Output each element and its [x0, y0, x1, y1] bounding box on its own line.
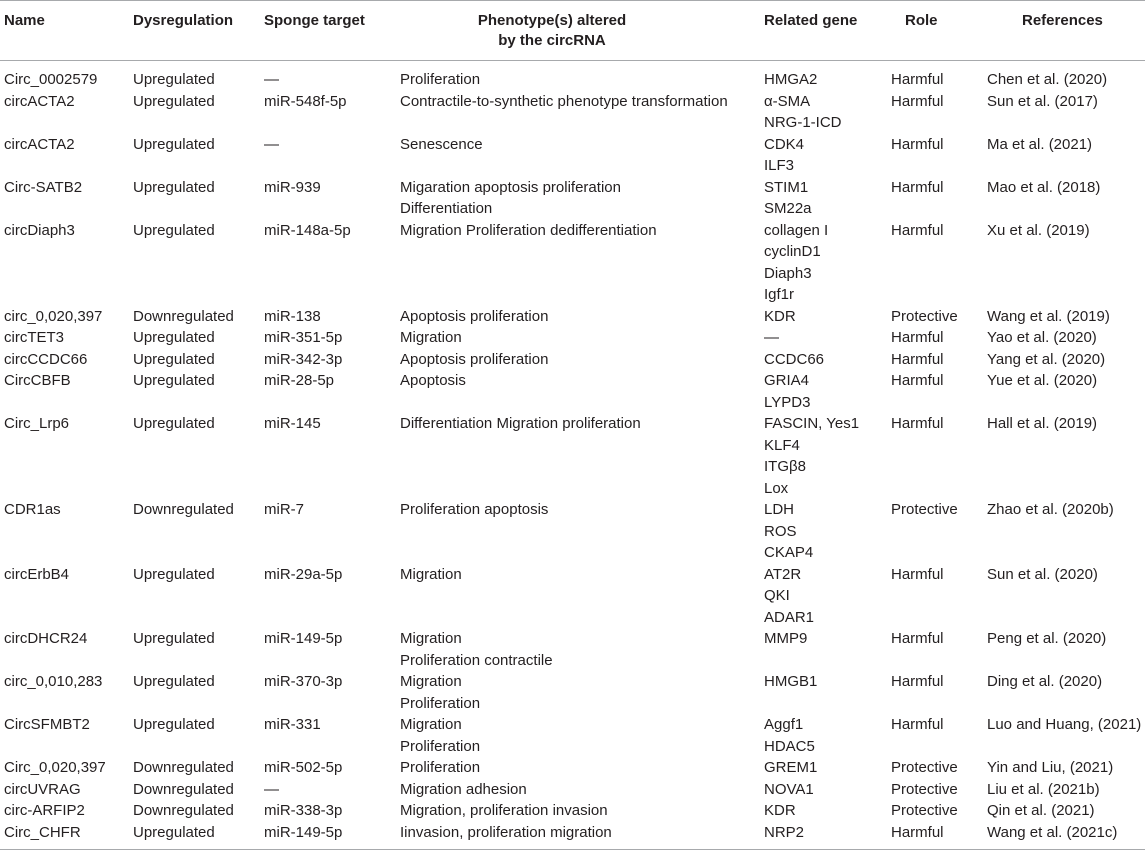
cell-related-gene-line: NOVA1	[764, 780, 814, 798]
header-role: Role	[905, 12, 938, 29]
cell-sponge-target: —	[264, 780, 279, 798]
cell-role: Harmful	[891, 329, 944, 346]
cell-related-gene	[764, 822, 804, 844]
cell-related-gene-line: Igf1r	[764, 286, 795, 303]
cell-related-gene-line: NRP2	[764, 823, 805, 841]
cell-related-gene-line: —	[764, 329, 779, 346]
cell-related-gene-line: ROS	[764, 522, 797, 540]
cell-role: Harmful	[891, 823, 944, 841]
cell-phenotype-line: Differentiation Migration proliferation	[400, 415, 641, 432]
cell-phenotype-line: Proliferation	[400, 737, 481, 755]
cell-dysregulation: Upregulated	[133, 350, 215, 368]
cell-dysregulation: Downregulated	[133, 501, 234, 518]
cell-sponge-target: miR-28-5p	[264, 372, 335, 389]
cell-role: Protective	[891, 501, 958, 518]
cell-phenotype	[400, 349, 548, 371]
cell-role: Harmful	[891, 92, 944, 110]
cell-dysregulation: Upregulated	[133, 630, 215, 647]
cell-related-gene-line: KDR	[764, 307, 796, 325]
cell-name: circCCDC66	[4, 350, 88, 368]
cell-dysregulation: Downregulated	[133, 759, 234, 776]
cell-sponge-target: miR-148a-5p	[264, 221, 351, 239]
cell-phenotype	[400, 564, 462, 586]
cell-related-gene	[764, 306, 796, 328]
cell-phenotype-line: Migration	[400, 673, 462, 690]
cell-phenotype-line: Proliferation apoptosis	[400, 501, 549, 518]
cell-dysregulation: Upregulated	[133, 415, 215, 432]
cell-reference: Peng et al. (2020)	[987, 630, 1107, 647]
bottom-rule	[0, 849, 1145, 850]
cell-related-gene	[764, 91, 842, 134]
header-phenotype	[478, 11, 626, 51]
cell-dysregulation: Downregulated	[133, 307, 234, 325]
cell-related-gene	[764, 177, 812, 220]
cell-name: Circ-SATB2	[4, 178, 83, 196]
cell-reference: Yue et al. (2020)	[987, 372, 1098, 389]
cell-dysregulation: Upregulated	[133, 565, 215, 583]
cell-phenotype	[400, 628, 553, 671]
cell-reference: Hall et al. (2019)	[987, 415, 1098, 432]
cell-dysregulation: Upregulated	[133, 673, 215, 690]
cell-dysregulation: Upregulated	[133, 92, 215, 110]
cell-name: CircCBFB	[4, 372, 71, 389]
cell-phenotype-line: Migration, proliferation invasion	[400, 802, 608, 819]
cell-dysregulation: Upregulated	[133, 135, 215, 153]
cell-related-gene	[764, 69, 817, 91]
cell-phenotype	[400, 220, 657, 242]
cell-sponge-target: miR-342-3p	[264, 350, 343, 368]
cell-sponge-target: miR-370-3p	[264, 673, 343, 690]
cell-sponge-target: —	[264, 135, 279, 153]
cell-role: Harmful	[891, 630, 944, 647]
cell-sponge-target: miR-7	[264, 501, 304, 518]
cell-name: circ-ARFIP2	[4, 802, 85, 819]
cell-dysregulation: Upregulated	[133, 71, 215, 88]
cell-related-gene-line: cyclinD1	[764, 243, 821, 260]
cell-role: Harmful	[891, 565, 944, 583]
cell-sponge-target: miR-939	[264, 178, 321, 196]
cell-phenotype-line: Differentiation	[400, 200, 493, 217]
cell-sponge-target: miR-149-5p	[264, 630, 343, 647]
cell-phenotype-line: Iinvasion, proliferation migration	[400, 823, 612, 841]
top-rule	[0, 0, 1145, 1]
cell-role: Harmful	[891, 716, 944, 733]
cell-sponge-target: miR-502-5p	[264, 759, 343, 776]
cell-phenotype	[400, 499, 548, 521]
cell-related-gene-line: α-SMA	[764, 92, 811, 110]
cell-related-gene	[764, 499, 813, 564]
cell-related-gene-line: Lox	[764, 479, 789, 497]
cell-related-gene-line: HMGA2	[764, 71, 818, 88]
cell-sponge-target: miR-338-3p	[264, 802, 343, 819]
cell-related-gene	[764, 714, 815, 757]
cell-related-gene-line: collagen I	[764, 221, 829, 239]
cell-phenotype	[400, 91, 728, 113]
cell-name: CircSFMBT2	[4, 716, 90, 733]
cell-name: circUVRAG	[4, 780, 81, 798]
cell-name: circTET3	[4, 329, 64, 346]
cell-role: Harmful	[891, 415, 944, 432]
cell-sponge-target: miR-149-5p	[264, 823, 343, 841]
cell-name: Circ_CHFR	[4, 823, 81, 841]
cell-related-gene-line: LYPD3	[764, 393, 811, 411]
cell-related-gene-line: NRG-1-ICD	[764, 114, 842, 131]
cell-reference: Chen et al. (2020)	[987, 71, 1108, 88]
cell-related-gene	[764, 671, 817, 693]
cell-name: circDiaph3	[4, 221, 75, 239]
cell-name: Circ_0002579	[4, 71, 98, 88]
cell-related-gene-line: ADAR1	[764, 608, 815, 626]
cell-reference: Wang et al. (2019)	[987, 307, 1110, 325]
cell-reference: Liu et al. (2021b)	[987, 780, 1100, 798]
cell-name: circErbB4	[4, 565, 70, 583]
cell-related-gene-line: GREM1	[764, 759, 818, 776]
cell-phenotype	[400, 714, 480, 757]
cell-name: circACTA2	[4, 135, 75, 153]
cell-role: Harmful	[891, 350, 944, 368]
cell-related-gene	[764, 220, 828, 306]
cell-related-gene-line: CDK4	[764, 135, 805, 153]
cell-reference: Sun et al. (2020)	[987, 565, 1098, 583]
cell-reference: Luo and Huang, (2021)	[987, 716, 1142, 733]
cell-related-gene-line: Aggf1	[764, 716, 804, 733]
cell-role: Harmful	[891, 135, 944, 153]
cell-related-gene-line: CCDC66	[764, 350, 825, 368]
cell-dysregulation: Upregulated	[133, 221, 215, 239]
cell-related-gene	[764, 327, 779, 349]
cell-phenotype	[400, 671, 480, 714]
cell-dysregulation: Downregulated	[133, 802, 234, 819]
cell-phenotype-line: Migration	[400, 329, 462, 346]
cell-sponge-target: miR-29a-5p	[264, 565, 343, 583]
cell-reference: Qin et al. (2021)	[987, 802, 1095, 819]
cell-related-gene	[764, 800, 796, 822]
cell-related-gene-line: GRIA4	[764, 372, 810, 389]
cell-sponge-target: —	[264, 71, 279, 88]
cell-related-gene-line: HMGB1	[764, 673, 818, 690]
cell-related-gene	[764, 134, 804, 177]
cell-phenotype-line: Migration Proliferation dedifferentiation	[400, 221, 657, 239]
cell-name: circACTA2	[4, 92, 75, 110]
header-dysregulation: Dysregulation	[133, 12, 234, 29]
cell-reference: Xu et al. (2019)	[987, 221, 1090, 239]
cell-reference: Ding et al. (2020)	[987, 673, 1103, 690]
header-phenotype-line: by the circRNA	[498, 32, 606, 49]
cell-phenotype	[400, 177, 621, 220]
cell-reference: Yin and Liu, (2021)	[987, 759, 1114, 776]
cell-role: Harmful	[891, 221, 944, 239]
cell-phenotype-line: Migration	[400, 565, 462, 583]
cell-related-gene-line: KLF4	[764, 436, 800, 454]
cell-phenotype	[400, 779, 527, 801]
header-related-gene: Related gene	[764, 12, 858, 29]
cell-phenotype-line: Apoptosis	[400, 372, 466, 389]
cell-phenotype-line: Proliferation	[400, 759, 481, 776]
header-name: Name	[4, 12, 45, 29]
cell-reference: Ma et al. (2021)	[987, 135, 1093, 153]
cell-name: Circ_Lrp6	[4, 415, 70, 432]
cell-role: Protective	[891, 780, 958, 798]
cell-name: circDHCR24	[4, 630, 88, 647]
cell-phenotype-line: Apoptosis proliferation	[400, 350, 549, 368]
cell-dysregulation: Downregulated	[133, 780, 234, 798]
cell-sponge-target: miR-351-5p	[264, 329, 343, 346]
cell-dysregulation: Upregulated	[133, 178, 215, 196]
cell-sponge-target: miR-331	[264, 716, 321, 733]
cell-role: Protective	[891, 307, 958, 325]
cell-related-gene-line: HDAC5	[764, 737, 815, 755]
cell-phenotype-line: Proliferation	[400, 71, 481, 88]
cell-related-gene	[764, 628, 807, 650]
cell-role: Harmful	[891, 372, 944, 389]
cell-related-gene-line: ILF3	[764, 157, 795, 174]
cell-sponge-target: miR-548f-5p	[264, 92, 347, 110]
cell-related-gene-line: QKI	[764, 587, 790, 604]
cell-phenotype	[400, 757, 480, 779]
cell-related-gene	[764, 779, 814, 801]
cell-phenotype-line: Migration adhesion	[400, 780, 527, 798]
cell-dysregulation: Upregulated	[133, 823, 215, 841]
cell-role: Harmful	[891, 71, 944, 88]
cell-reference: Yao et al. (2020)	[987, 329, 1097, 346]
cell-phenotype	[400, 800, 608, 822]
cell-related-gene	[764, 370, 810, 413]
cell-reference: Wang et al. (2021c)	[987, 823, 1118, 841]
cell-phenotype	[400, 306, 548, 328]
cell-phenotype-line: Migaration apoptosis proliferation	[400, 178, 621, 196]
cell-name: circ_0,010,283	[4, 673, 103, 690]
cell-sponge-target: miR-138	[264, 307, 321, 325]
cell-related-gene	[764, 413, 859, 499]
cell-related-gene-line: MMP9	[764, 630, 808, 647]
cell-reference: Yang et al. (2020)	[987, 350, 1106, 368]
cell-sponge-target: miR-145	[264, 415, 321, 432]
cell-name: circ_0,020,397	[4, 307, 103, 325]
cell-related-gene-line: ITGβ8	[764, 458, 806, 475]
cell-phenotype	[400, 69, 480, 91]
cell-phenotype-line: Proliferation	[400, 694, 481, 712]
cell-related-gene-line: AT2R	[764, 565, 802, 583]
cell-dysregulation: Upregulated	[133, 329, 215, 346]
header-sponge-target: Sponge target	[264, 12, 365, 29]
cell-name: Circ_0,020,397	[4, 759, 106, 776]
cell-related-gene	[764, 757, 817, 779]
cell-reference: Mao et al. (2018)	[987, 178, 1101, 196]
cell-related-gene-line: SM22a	[764, 200, 812, 217]
cell-phenotype-line: Contractile-to-synthetic phenotype transformation	[400, 92, 728, 110]
cell-phenotype-line: Migration	[400, 630, 462, 647]
cell-related-gene	[764, 564, 814, 629]
cell-reference: Sun et al. (2017)	[987, 92, 1098, 110]
cell-phenotype	[400, 822, 612, 844]
cell-role: Harmful	[891, 178, 944, 196]
cell-phenotype-line: Proliferation contractile	[400, 651, 553, 669]
cell-phenotype-line: Migration	[400, 716, 462, 733]
cell-dysregulation: Upregulated	[133, 372, 215, 389]
cell-related-gene-line: CKAP4	[764, 544, 814, 561]
header-references: References	[1022, 12, 1103, 29]
cell-related-gene-line: Diaph3	[764, 264, 812, 282]
cell-phenotype	[400, 413, 641, 435]
cell-phenotype	[400, 327, 462, 349]
cell-phenotype-line: Senescence	[400, 135, 483, 153]
cell-related-gene-line: FASCIN, Yes1	[764, 415, 860, 432]
cell-phenotype-line: Apoptosis proliferation	[400, 307, 549, 325]
cell-role: Protective	[891, 759, 958, 776]
cell-name: CDR1as	[4, 501, 61, 518]
cell-dysregulation: Upregulated	[133, 716, 215, 733]
cell-role: Protective	[891, 802, 958, 819]
header-phenotype-line: Phenotype(s) altered	[477, 12, 627, 29]
cell-reference: Zhao et al. (2020b)	[987, 501, 1114, 518]
cell-related-gene-line: LDH	[764, 501, 795, 518]
cell-related-gene-line: STIM1	[764, 178, 809, 196]
cell-related-gene	[764, 349, 824, 371]
cell-phenotype	[400, 134, 483, 156]
cell-phenotype	[400, 370, 466, 392]
cell-related-gene-line: KDR	[764, 802, 796, 819]
cell-role: Harmful	[891, 673, 944, 690]
header-rule	[0, 60, 1145, 61]
